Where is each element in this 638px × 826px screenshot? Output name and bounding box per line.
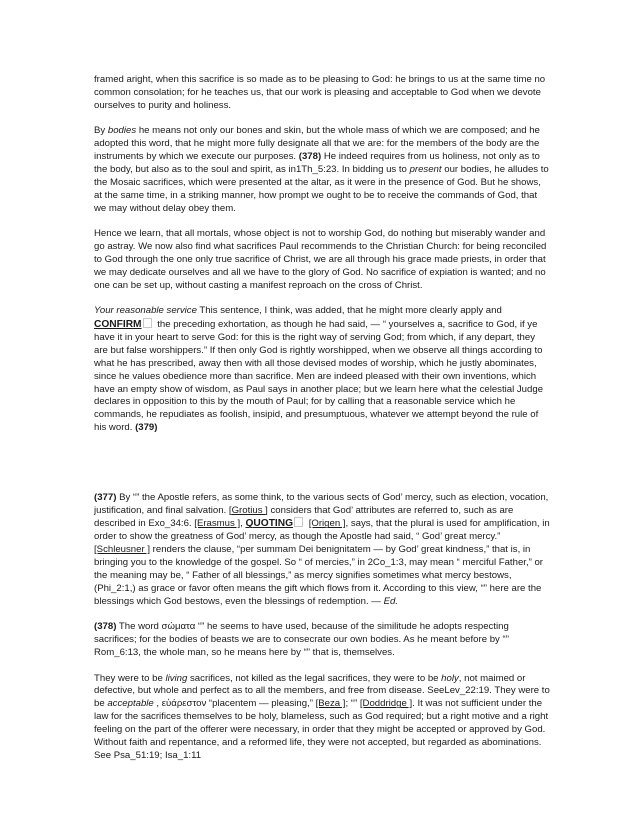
footnote-ref-378[interactable]: (378) <box>298 151 322 163</box>
term-holy: holy <box>441 672 459 684</box>
section-spacer <box>94 448 550 492</box>
footnote-377: (377) By “” the Apostle refers, as some think, to the various sects of God’ mercy, such as election, vocation, justification, and final salvation. [Grotius ] considers that God’ attributes are referred to, such as are described in Exo_34:6. [Erasmus ], QUOTING [Origen ], says, that the plural is used for amplification, in order to show the greatness of God’ mercy, as though the Apostle had said, “ God’ great mercy.” [Schleusner ] renders the clause, “per summam Dei benignitatem — by God’ great kindness,” that is, in bringing you to the knowledge of the gospel. So “ of mercies,” in 2Co_1:3, may mean “ merciful Father,” or the meaning may be, “ Father of all blessings,” as mercy signifies sometimes what mercy bestows, (Phi_2:1,) as grace or favor often means the gift which flows from it. According to this view, “” here are the blessings which God bestows, even the blessings of redemption. — Ed. <box>94 491 550 607</box>
marker-icon <box>143 318 152 328</box>
paragraph-reasonable-service: Your reasonable service This sentence, I think, was added, that he might more clearly apply and CONFIRM the preceding exhortation, as though he had said, — “ yourselves a, sacrifice to God, if ye have it in your heart to serve God: for this is the right way of serving God; from which, if any depart, they are but false worshippers.” If then only God is rightly worshipped, when we observe all things according to what he has prescribed, away then with all those devised modes of worship, which he justly abominates, since he values obedience more than sacrifice. Men are indeed pleased with their own inventions, which have an empty show of wisdom, as Paul says in another place; but we learn here what the celestial Judge declares in opposition to this by the mouth of Paul; for by calling that a reasonable service which he commands, he repudiates as foolish, insipid, and presumptuous, whatever we attempt beyond the rule of his word. (379) <box>94 305 544 434</box>
editor-mark: Ed. <box>383 595 398 607</box>
confirm-link[interactable]: CONFIRM <box>94 319 142 330</box>
footnote-378: (378) The word σώματα “” he seems to have used, because of the similitude he adopts respecting sacrifices; for the bodies of beasts we are to consecrate our own bodies. As he meant before by “” Rom_6:13, the whole man, so he means here by “” that is, themselves. <box>94 621 509 659</box>
footnote-number-377: (377) <box>94 491 117 503</box>
footnote-number-378: (378) <box>94 621 117 633</box>
doddridge-link[interactable]: [Doddridge ] <box>359 698 413 710</box>
paragraph-bodies: By bodies he means not only our bones and skin, but the whole mass of which we are composed; and he adopted this word, that he might more fully designate all that we are: for the members of the body are the instruments by which we execute our purposes. (378) He indeed requires from us holiness, not only as to the body, but also as to the soul and spirit, as in1Th_5:23. In bidding us to present our bodies, he alludes to the Mosaic sacrifices, which were presented at the altar, as it were in the presence of God. But he shows, at the same time, in a striking manner, how prompt we ought to be to receive the commands of God, that we may without delay obey them. <box>94 125 549 214</box>
term-reasonable-service: Your reasonable service <box>94 305 197 317</box>
term-acceptable: acceptable <box>107 698 154 710</box>
document-page <box>94 74 550 775</box>
erasmus-link[interactable]: [Erasmus ] <box>194 518 241 530</box>
paragraph-hence: Hence we learn, that all mortals, whose object is not to worship God, do nothing but miserably wander and go astray. We now also find what sacrifices Paul recommends to the Christian Church: for being reconciled to God through the one only true sacrifice of Christ, we are all through his grace made priests, in order that we may dedicate ourselves and all we have to the glory of God. No sacrifice of expiation is wanted; and no one can be set up, without casting a manifest reproach on the cross of Christ. <box>94 228 547 291</box>
grotius-link[interactable]: [Grotius ] <box>228 504 268 516</box>
footnote-ref-379[interactable]: (379) <box>135 422 158 434</box>
origen-link[interactable]: [Origen ] <box>308 518 346 530</box>
quoting-link[interactable]: QUOTING <box>245 518 294 530</box>
schleusner-link[interactable]: [Schleusner ] <box>94 544 150 556</box>
marker-icon <box>294 517 303 527</box>
beza-link[interactable]: [Beza ] <box>315 698 346 710</box>
term-present: present <box>409 163 442 175</box>
paragraph-intro: framed aright, when this sacrifice is so made as to be pleasing to God: he brings to us at the same time no common consolation; for he teaches us, that our work is pleasing and acceptable to God when we devote ourselves to purity and holiness. <box>94 74 546 111</box>
paragraph-living-sacrifices: They were to be living sacrifices, not killed as the legal sacrifices, they were to be holy, not maimed or defective, but whole and perfect as to all the members, and free from disease. SeeLev_22:19. They were to be acceptable , εὐάρεστον “placentem — pleasing,” [Beza ]; “” [Doddridge ]. It was not sufficient under the law for the sacrifices themselves to be holy, blameless, such as God required; but a right motive and a right feeling on the part of the offerer were necessary, in order that they might be accepted or approved by God. Without faith and repentance, and a reformed life, they were not accepted, but regarded as abominations. See Psa_51:19; Isa_1:11 <box>94 672 550 761</box>
term-bodies: bodies <box>107 125 137 137</box>
term-living: living <box>165 672 188 684</box>
